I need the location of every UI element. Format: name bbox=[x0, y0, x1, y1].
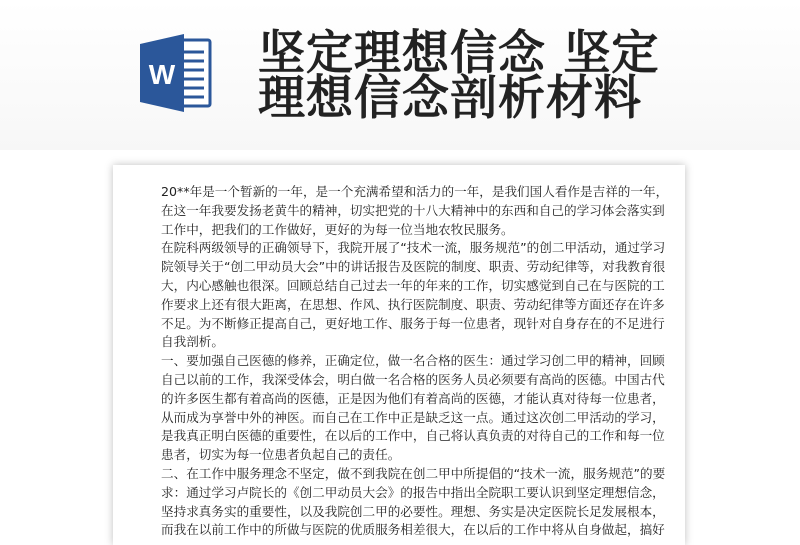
body-text-line: 是我真正明白医德的重要性，在以后的工作中，自己将认真负责的对待自己的工作和每一位 bbox=[161, 428, 665, 444]
body-text-line: 自我剖析。 bbox=[161, 334, 224, 350]
body-text-line: 从而成为享誉中外的神医。而自己在工作中正是缺乏这一点。通过这次创二甲活动的学习， bbox=[161, 409, 665, 425]
title-line-2: 理想信念剖析材料 bbox=[258, 71, 642, 126]
body-text-line: 坚持求真务实的重要性，以及我院创二甲的必要性。理想、务实是决定医院长足发展根本， bbox=[161, 503, 665, 519]
body-text-line: 工作中，把我们的工作做好，更好的为每一位当地农牧民服务。 bbox=[161, 221, 514, 237]
body-text-line: 而我在以前工作中的所做与医院的优质服务相差很大，在以后的工作中将从自身做起，搞好 bbox=[161, 522, 665, 538]
document-body bbox=[161, 183, 681, 540]
body-text-line: 不足。为不断修正提高自己，更好地工作、服务于每一位患者，现针对自身存在的不足进行 bbox=[161, 315, 665, 331]
word-document-icon bbox=[140, 34, 212, 112]
document-title bbox=[258, 26, 660, 126]
body-text-line: 在院科两级领导的正确领导下，我院开展了“技术一流，服务规范”的创二甲活动，通过学习 bbox=[161, 240, 666, 256]
body-text-line: 二、在工作中服务理念不坚定，做不到我院在创二甲中所提倡的“技术一流，服务规范”的要 bbox=[161, 465, 666, 481]
body-text-line: 求：通过学习卢院长的《创二甲动员大会》的报告中指出全院职工要认识到坚定理想信念， bbox=[161, 484, 665, 500]
body-text-line: 在这一年我要发扬老黄牛的精神，切实把党的十八大精神中的东西和自己的学习体会落实到 bbox=[161, 202, 665, 218]
header-banner bbox=[0, 0, 800, 150]
svg-text:W: W bbox=[148, 59, 176, 90]
body-text-line: 20**年是一个暂新的一年，是一个充满希望和活力的一年，是我们国人看作是吉祥的一年， bbox=[161, 184, 669, 199]
body-text-line: 患者，切实为每一位患者负起自己的责任。 bbox=[161, 447, 401, 463]
body-text-line: 一、要加强自己医德的修养，正确定位，做一名合格的医生：通过学习创二甲的精神，回顾 bbox=[161, 353, 665, 369]
body-text-line: 大，内心感触也很深。回顾总结自己过去一年的年来的工作，切实感觉到自己在与医院的工 bbox=[161, 277, 665, 293]
title-line-1: 坚定理想信念 坚定 bbox=[258, 26, 660, 81]
body-text-line: 院领导关于“创二甲动员大会”中的讲话报告及医院的制度、职责、劳动纪律等，对我教育很 bbox=[161, 259, 666, 275]
body-text-line: 的许多医生都有着高尚的医德，正是因为他们有着高尚的医德，才能认真对待每一位患者， bbox=[161, 390, 665, 406]
body-text-line: 作要求上还有很大距离，在思想、作风、执行医院制度、职责、劳动纪律等方面还存在许多 bbox=[161, 296, 665, 312]
body-text-line: 自己以前的工作，我深受体会，明白做一名合格的医务人员必须要有高尚的医德。中国古代 bbox=[161, 371, 665, 387]
